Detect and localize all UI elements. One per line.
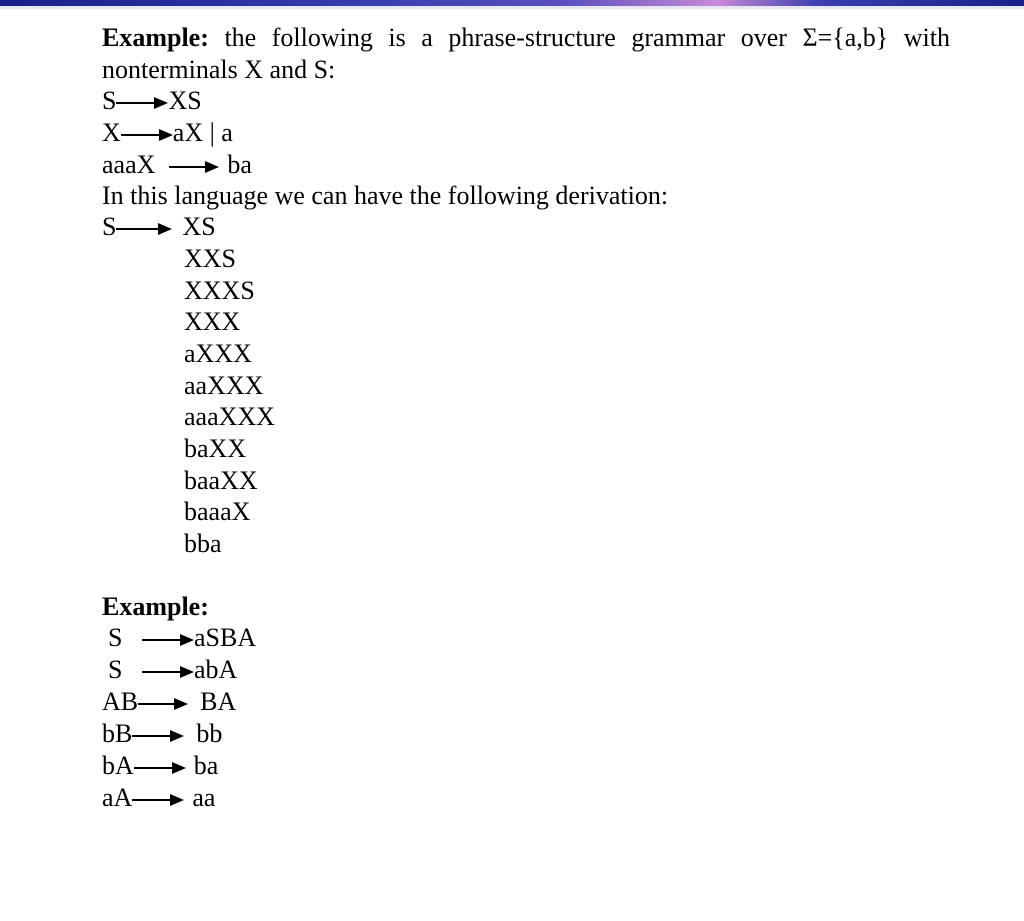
rule-lhs: bB (102, 719, 133, 748)
rule-rhs: aX | a (172, 118, 233, 147)
right-arrow-icon (138, 697, 188, 711)
rule-lhs: S (108, 655, 123, 684)
example2-rule (102, 719, 222, 749)
right-arrow-icon (134, 761, 186, 775)
example1-rule (102, 150, 252, 180)
derivation-step: aaXXX (184, 371, 264, 400)
rule-rhs: abA (194, 655, 238, 684)
derivation-start-symbol: S (102, 212, 117, 241)
derivation-step: baaXX (184, 466, 258, 495)
derivation-start (102, 212, 216, 242)
example1-heading: Example: (102, 23, 209, 52)
example2-rule (102, 783, 215, 813)
right-arrow-icon (132, 729, 184, 743)
derivation-intro: In this language we can have the following derivation: (102, 181, 669, 210)
example2-rule (102, 655, 237, 685)
rule-rhs: ba (227, 150, 252, 179)
derivation-step: aXXX (184, 339, 252, 368)
derivation-step: XS (182, 212, 216, 241)
right-arrow-icon (121, 128, 173, 142)
rule-rhs: aSBA (194, 623, 257, 652)
rule-lhs: bA (102, 751, 134, 780)
rule-rhs: aa (192, 783, 216, 812)
rule-lhs: aA (102, 783, 133, 812)
rule-lhs: AB (102, 687, 139, 716)
derivation-step: baaaX (184, 497, 251, 526)
example1-intro-text: the following is a phrase-structure grammar over Σ={a,b} with nonterminals X and S: (102, 23, 951, 84)
right-arrow-icon (142, 665, 194, 679)
rule-rhs: bb (196, 719, 223, 748)
derivation-step: baXX (184, 434, 247, 463)
example2-rule (102, 687, 236, 717)
derivation-step: XXX (184, 307, 241, 336)
example2-rule (102, 623, 256, 653)
rule-rhs: XS (168, 86, 202, 115)
rule-lhs: aaaX (102, 150, 156, 179)
rule-lhs: X (102, 118, 121, 147)
right-arrow-icon (169, 160, 219, 174)
derivation-step: XXS (184, 244, 237, 273)
slide-top-bar (0, 0, 1024, 9)
example2-rule (102, 751, 218, 781)
rule-rhs: ba (193, 751, 219, 780)
right-arrow-icon (116, 96, 168, 110)
example2-heading: Example: (102, 592, 209, 621)
right-arrow-icon (132, 793, 184, 807)
right-arrow-icon (116, 222, 172, 236)
derivation-step: XXXS (184, 276, 255, 305)
example1-rule (102, 86, 202, 116)
rule-rhs: BA (200, 687, 237, 716)
rule-lhs: S (102, 86, 117, 115)
derivation-step: aaaXXX (184, 402, 275, 431)
example1-rule (102, 118, 233, 148)
example1-intro-paragraph (102, 22, 950, 86)
derivation-step: bba (184, 529, 222, 558)
rule-lhs: S (108, 623, 123, 652)
right-arrow-icon (142, 633, 194, 647)
